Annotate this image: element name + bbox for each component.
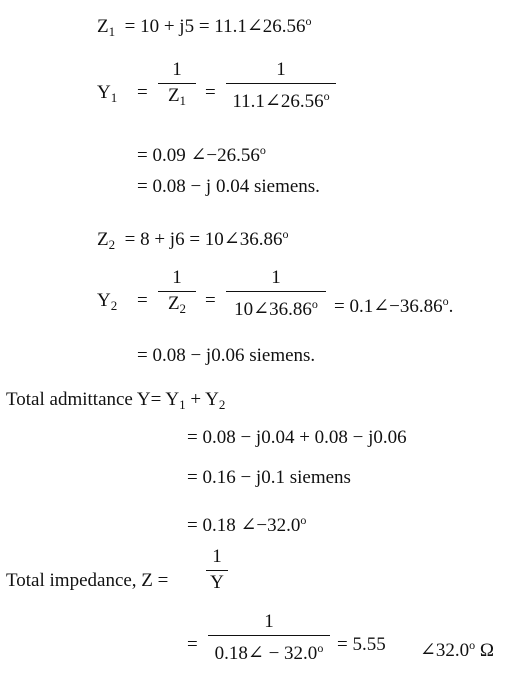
final-angle: ∠32.0$^o$ Ω <box>420 638 495 661</box>
y1-fraction-2 <box>226 60 336 112</box>
y1-frac1-denominator: $Z_1$ <box>167 85 187 108</box>
ta-degree: o <box>300 513 307 527</box>
y2-symbol-group <box>97 290 117 317</box>
y1-fraction-1 <box>158 60 196 111</box>
y2-result: = $0.1\angle-36.86^o$. <box>334 294 454 317</box>
final-result: = 5.55 <box>337 634 386 655</box>
z1-subscript: 1 <box>108 24 116 39</box>
y2-result-degree: o <box>442 294 449 308</box>
y1-frac2-numerator: 1 <box>276 59 286 80</box>
final-fraction <box>208 612 330 664</box>
y1-symbol-group <box>97 82 117 109</box>
total-admittance-polar: = 0.18 $\angle-32.0^o$ <box>187 513 307 536</box>
y1-equals-2: = <box>205 82 216 103</box>
y2-fraction-2 <box>226 268 326 320</box>
z1-degree: o <box>305 14 312 28</box>
ohm-symbol: Ω <box>479 640 495 661</box>
total-impedance-fraction <box>206 547 228 593</box>
y2-frac2-numerator: 1 <box>271 267 281 288</box>
final-denominator: 0.18∠ − $32.0^o$ <box>214 641 324 664</box>
y1-equals-1: = <box>137 82 148 103</box>
y2-symbol: Y <box>97 290 111 311</box>
ti-numerator: 1 <box>212 546 222 567</box>
z2-subscript: 2 <box>108 237 116 252</box>
total-impedance-heading: Total impedance, Z = <box>6 570 169 591</box>
z2-expression: = 8 + j6 = 10∠36.86 <box>124 229 283 250</box>
z1-expression: = 10 + j5 = 11.1∠26.56 <box>124 16 306 37</box>
y2-equals-1: = <box>137 290 148 311</box>
y2-frac1-denominator: $Z_2$ <box>167 293 187 316</box>
final-degree: o <box>469 638 476 652</box>
y1-rectangular: = 0.08 − j 0.04 siemens. <box>137 176 320 197</box>
z2-degree: o <box>282 227 289 241</box>
y2-subscript: 2 <box>110 298 118 313</box>
y2-fraction-1 <box>158 268 196 319</box>
final-numerator: 1 <box>264 611 274 632</box>
ti-denominator: Y <box>210 572 224 593</box>
y1-subscript: 1 <box>110 90 118 105</box>
total-admittance-heading: Total admittance $Y= Y_1 + Y_2$ <box>6 389 226 412</box>
y2-equals-2: = <box>205 290 216 311</box>
z2-equation <box>97 223 288 256</box>
z1-symbol: Z <box>97 16 109 37</box>
y1-polar-degree: o <box>259 143 266 157</box>
total-admittance-sum: = 0.08 − j0.04 + 0.08 − j0.06 <box>187 427 407 448</box>
z1-equation <box>97 10 312 43</box>
y2-frac1-numerator: 1 <box>172 267 182 288</box>
final-equals: = <box>187 634 198 655</box>
total-admittance-rectangular: = 0.16 − j0.1 siemens <box>187 467 351 488</box>
y1-frac2-denominator: 11.1∠26.56$^o$ <box>232 89 330 112</box>
y2-rectangular: = 0.08 − j0.06 siemens. <box>137 345 316 366</box>
y1-frac1-numerator: 1 <box>172 59 182 80</box>
z2-symbol: Z <box>97 229 109 250</box>
y2-frac2-denominator: 10∠36.86$^o$ <box>234 297 318 320</box>
y1-symbol: Y <box>97 82 111 103</box>
y1-polar: = 0.09 $\angle-26.56^o$ <box>137 143 266 166</box>
